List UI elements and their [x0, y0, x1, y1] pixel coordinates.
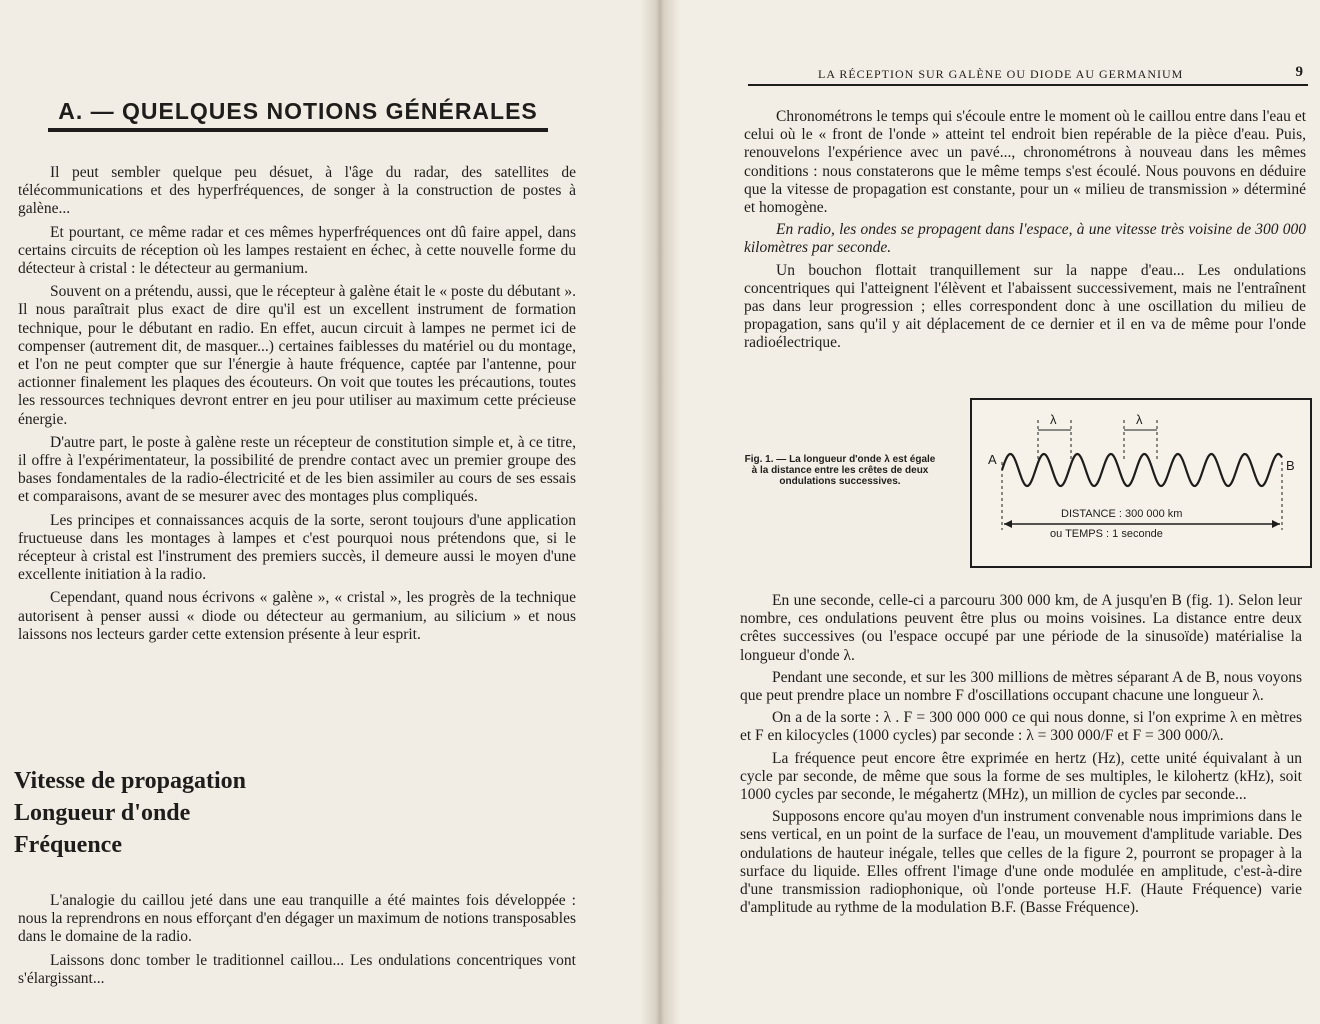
arrowhead-left	[1004, 520, 1012, 528]
book-gutter	[640, 0, 680, 1024]
paragraph: Il peut sembler quelque peu désuet, à l'âge du radar, des satellites de télécommunications et des hyperfréquences, de songer à la construction de postes à galène...	[18, 164, 576, 218]
right-body-text	[744, 108, 1306, 357]
distance-label: DISTANCE : 300 000 km	[1058, 508, 1185, 520]
subheading	[14, 765, 414, 861]
time-label: ou TEMPS : 1 seconde	[1050, 528, 1163, 540]
paragraph: Les principes et connaissances acquis de la sorte, seront toujours d'une application fructueuse dans les montages à lampes et c'est pourquoi nous prétendons que, si le récepteur à cristal est l'instrument des premiers succès, il demeure aussi le moyen d'une excellente initiation à la radio.	[18, 511, 576, 584]
paragraph: Laissons donc tomber le traditionnel caillou... Les ondulations concentriques vont s'élargissant...	[18, 951, 576, 987]
paragraph: D'autre part, le poste à galène reste un récepteur de constitution simple et, à ce titre, il offre à l'expérimentateur, la possibilité de prendre contact avec un premier groupe des bases fondamentales de la radio-électricité et de les bien assimiler au cours de ses essais et comparaisons, avant de se mesurer avec des montages plus compliqués.	[18, 433, 576, 506]
lambda-label-2: λ	[1136, 412, 1143, 427]
paragraph: La fréquence peut encore être exprimée en hertz (Hz), cette unité équivalant à un cycle par seconde, de même que sous la forme de ses multiples, le kilohertz (kHz), soit 1000 cycles par seconde, le mégahertz (MHz), un million de cycles par seconde...	[740, 749, 1302, 804]
section-title: A. — QUELQUES NOTIONS GÉNÉRALES	[48, 98, 548, 132]
paragraph: En radio, les ondes se propagent dans l'espace, à une vitesse très voisine de 300 000 kilomètres par seconde.	[744, 221, 1306, 257]
sine-wave	[1002, 454, 1282, 486]
figure-wave-diagram	[970, 398, 1312, 568]
subheading-line: Longueur d'onde	[14, 800, 191, 826]
paragraph: L'analogie du caillou jeté dans une eau tranquille a été maintes fois développée : nous la reprendrons en nous efforçant d'en dégager un maximum de notions transposables dans le domaine de la radio.	[18, 892, 576, 946]
label-b: B	[1286, 458, 1295, 473]
figure-caption: Fig. 1. — La longueur d'onde λ est égale à la distance entre les crêtes de deux ondulations successives.	[744, 454, 936, 487]
paragraph: On a de la sorte : λ . F = 300 000 000 ce qui nous donne, si l'on exprime λ en mètres et F en kilocycles (1000 cycles) par seconde : λ = 300 000/F et F = 300 000/λ.	[740, 709, 1302, 745]
subheading-line: Vitesse de propagation	[14, 768, 247, 794]
subheading-line: Fréquence	[14, 832, 122, 858]
right-body-text-bottom	[740, 592, 1302, 921]
left-body-text	[18, 164, 576, 649]
page-number: 9	[1295, 64, 1304, 80]
label-a: A	[988, 452, 997, 467]
paragraph: Et pourtant, ce même radar et ces mêmes hyperfréquences ont dû faire appel, dans certains circuits de réception où les lampes restaient en échec, à cette nouvelle forme du détecteur à cristal : le détecteur au germanium.	[18, 223, 576, 278]
lambda-label-1: λ	[1050, 412, 1057, 427]
paragraph: Un bouchon flottait tranquillement sur la nappe d'eau... Les ondulations concentriques qui l'atteignent l'élèvent et l'abaissent successivement, mais ne l'entraînent pas dans leur progression ; elles correspondent donc à une oscillation du milieu de propagation, sans qu'il y ait déplacement de ce dernier et il en va de même pour l'onde radioélectrique.	[744, 261, 1306, 352]
running-head	[748, 64, 1308, 86]
running-head-title: LA RÉCEPTION SUR GALÈNE OU DIODE AU GERMANIUM	[818, 67, 1184, 81]
left-body-text-bottom	[18, 892, 576, 993]
paragraph: En une seconde, celle-ci a parcouru 300 000 km, de A jusqu'en B (fig. 1). Selon leur nombre, ces ondulations peuvent être plus ou moins voisines. La distance entre deux crêtes successives (ou l'espace occupé par une période de la sinusoïde) matérialise la longueur d'onde λ.	[740, 592, 1302, 664]
paragraph: Supposons encore qu'au moyen d'un instrument convenable nous imprimions dans le sens vertical, en un point de la surface de l'eau, un mouvement d'amplitude variable. Des ondulations de hauteur inégale, telles que celles de la figure 2, pourront se propager à la surface du liquide. Elles offrent l'image d'une onde modulée en amplitude, c'est-à-dire d'une transmission radiophonique, où l'onde porteuse H.F. (Haute Fréquence) varie d'amplitude au rythme de la modulation B.F. (Basse Fréquence).	[740, 808, 1302, 917]
paragraph: Pendant une seconde, et sur les 300 millions de mètres séparant A de B, nous voyons que peut prendre place un nombre F d'oscillations occupant chacune une longueur λ.	[740, 668, 1302, 705]
paragraph: Souvent on a prétendu, aussi, que le récepteur à galène était le « poste du débutant ». Il nous paraîtrait plus exact de dire qu'il est un excellent instrument de formation technique, pour le débutant en radio. En effet, aucun circuit à lampes ne permet ici de compenser (autrement dit, de masquer...) certaines faiblesses du matériel ou du montage, et l'on ne peut compter que sur l'énergie à haute fréquence, captée par l'antenne, pour actionner finalement les plaques des écouteurs. On voit que toutes les précautions, toutes les ressources techniques devront entrer en jeu pour utiliser au maximum cette précieuse énergie.	[18, 283, 576, 428]
paragraph: Chronométrons le temps qui s'écoule entre le moment où le caillou entre dans l'eau et celui où le « front de l'onde » atteint tel endroit bien repérable de la pièce d'eau. Puis, renouvelons l'expérience avec un pavé..., chronométrons à nouveau dans les mêmes conditions : nous constaterons que le même temps s'est écoulé. Nous pouvons en déduire que la vitesse de propagation est constante, pour un « milieu de transmission » déterminé et homogène.	[744, 108, 1306, 217]
arrowhead-right	[1272, 520, 1280, 528]
paragraph: Cependant, quand nous écrivons « galène », « cristal », les progrès de la technique autorisent à penser aussi « diode ou détecteur au germanium, au silicium » et nous laissons nos lecteurs garder cette extension présente à leur esprit.	[18, 589, 576, 643]
